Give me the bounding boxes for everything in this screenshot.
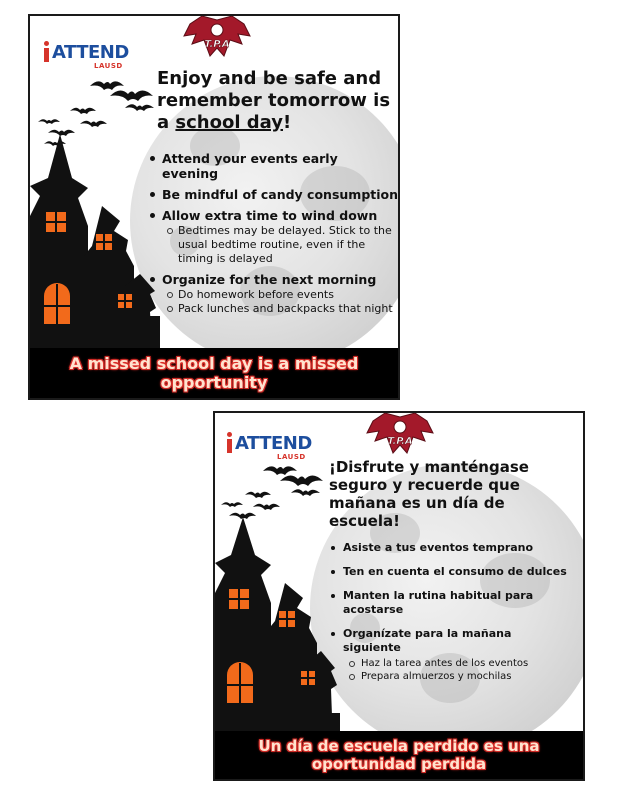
tips-list [331,541,571,693]
list-item: Be mindful of candy consumption [150,187,398,202]
headline: ¡Disfrute y manténgase seguro y recuerde que mañana es un día de escuela! [329,458,529,530]
headline: Enjoy and be safe and remember tomorrow is a school day! [157,68,391,133]
sub-list-item: Do homework before events [162,288,398,302]
sub-list-item: Pack lunches and backpacks that night [162,302,398,316]
list-item: Asiste a tus eventos temprano [331,541,571,555]
list-item: Ten en cuenta el consumo de dulces [331,565,571,579]
sub-list-item: Bedtimes may be delayed. Stick to the usual bedtime routine, even if the timing is delayed [162,224,398,266]
iattend-logo [225,429,315,463]
flyer-spanish [213,411,585,781]
bat-icons [38,81,154,146]
iattend-logo [42,38,132,72]
list-item: Organize for the next morning Do homework before events Pack lunches and backpacks that night [150,272,398,316]
logo-attend-text: ATTEND [235,433,312,454]
footer-banner [215,731,583,779]
bat-icons [221,466,323,519]
footer-text: A missed school day is a missed opportunity [69,354,359,392]
tpa-crest-icon [365,413,435,457]
tips-list [150,151,398,322]
footer-text: Un día de escuela perdido es una oportunidad perdida [258,737,540,773]
logo-attend-text: ATTEND [52,42,129,63]
logo-lausd-text: LAUSD [94,62,123,70]
haunted-house-icon [215,517,340,743]
list-item: Allow extra time to wind down Bedtimes may be delayed. Stick to the usual bedtime routine, even if the timing is delayed [150,208,398,266]
sub-list-item: Prepara almuerzos y mochilas [343,670,571,683]
list-item: Attend your events early evening [150,151,398,181]
tpa-crest-icon [182,16,252,60]
list-item: Organízate para la mañana siguiente Haz la tarea antes de los eventos Prepara almuerzos y mochilas [331,627,571,683]
footer-banner [30,348,398,398]
flyer-english [28,14,400,400]
crest-text: T.P.A [204,39,230,50]
sub-list-item: Haz la tarea antes de los eventos [343,657,571,670]
headline-underlined: school day [175,112,283,133]
logo-lausd-text: LAUSD [277,453,306,461]
list-item: Manten la rutina habitual para acostarse [331,589,571,617]
crest-text: T.P.A [387,436,413,447]
